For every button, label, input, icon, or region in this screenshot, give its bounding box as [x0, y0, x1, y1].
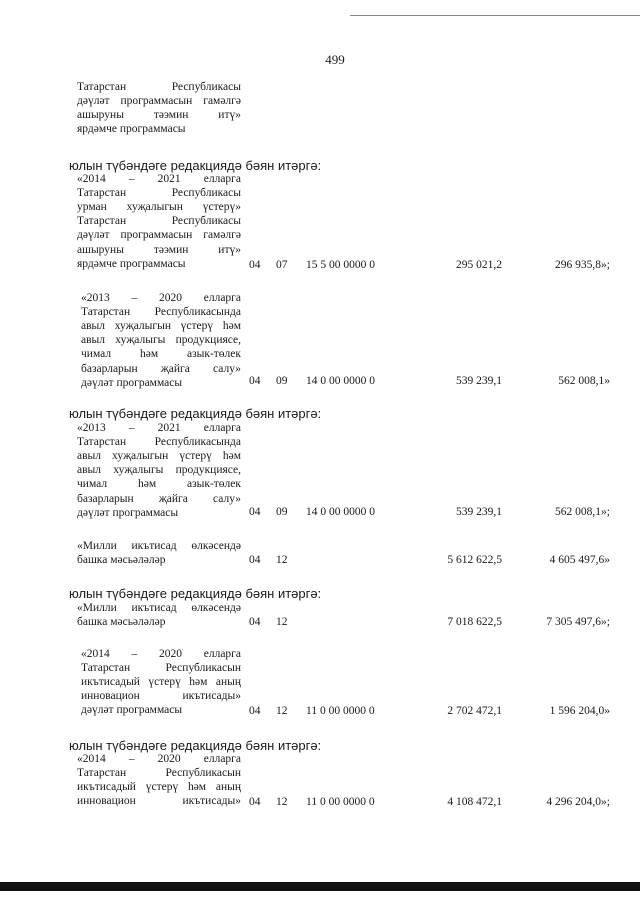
amount-year-2: 562 008,1»: [558, 375, 610, 387]
item-name-line: авыл хуҗалыгын үстерү һәм: [81, 320, 241, 332]
item-name-line: ашыруны тәэмин итү»: [77, 244, 241, 256]
item-name-line: инновацион икътисады»: [81, 690, 241, 702]
item-name-line: Татарстан Республикасы: [77, 81, 241, 93]
item-name-line: авыл хуҗалыгы продукциясе,: [77, 464, 241, 476]
item-name-line: «2013 – 2020 елларга: [81, 292, 241, 304]
subsection-code: 07: [276, 259, 288, 271]
item-name-line: ярдәмче программасы: [77, 258, 186, 270]
item-name-line: Татарстан Республикасында: [77, 436, 241, 448]
amount-year-1: 4 108 472,1: [447, 796, 502, 808]
item-name-line: ярдәмче программасы: [77, 123, 186, 135]
amount-year-1: 5 612 622,5: [447, 554, 502, 566]
subsection-code: 12: [276, 616, 288, 628]
amount-year-2: 4 296 204,0»;: [546, 796, 610, 808]
item-name-line: «2014 – 2020 елларга: [77, 753, 241, 765]
item-name-line: дәүләт программасы: [81, 377, 183, 389]
item-name-line: Татарстан Республикасын: [77, 767, 241, 779]
amount-year-1: 539 239,1: [456, 506, 502, 518]
item-name-line: авыл хуҗалыгы продукциясе,: [81, 334, 241, 346]
subsection-code: 12: [276, 705, 288, 717]
item-name-line: урман хуҗалыгын үстерү»: [77, 201, 241, 213]
item-name-line: базарларын җайга салу»: [81, 363, 241, 375]
item-name-line: Татарстан Республикасын: [81, 662, 241, 674]
amount-year-1: 295 021,2: [456, 259, 502, 271]
section-code: 04: [249, 554, 261, 566]
section-code: 04: [249, 506, 261, 518]
item-name-line: икътисадый үстерү һәм аның: [77, 781, 241, 793]
item-name-line: башка мәсьәләләр: [77, 616, 166, 628]
item-name-line: инновацион икътисады»: [77, 795, 241, 807]
amount-year-1: 7 018 622,5: [447, 616, 502, 628]
amount-year-1: 2 702 472,1: [447, 705, 502, 717]
amount-year-1: 539 239,1: [456, 375, 502, 387]
section-code: 04: [249, 796, 261, 808]
page-number: 499: [325, 52, 345, 67]
target-article-code: 14 0 00 0000 0: [306, 506, 375, 518]
intro-text: юлын түбәндәге редакциядә бәян итәргә:: [69, 158, 322, 173]
item-name-line: Татарстан Республикасы: [77, 215, 241, 227]
section-code: 04: [249, 616, 261, 628]
target-article-code: 14 0 00 0000 0: [306, 375, 375, 387]
item-name-line: «2014 – 2020 елларга: [81, 648, 241, 660]
subsection-code: 09: [276, 506, 288, 518]
item-name-line: дәүләт программасын гамәлгә: [77, 95, 241, 107]
item-name-line: дәүләт программасы: [77, 507, 179, 519]
item-name-line: авыл хуҗалыгын үстерү һәм: [77, 450, 241, 462]
subsection-code: 12: [276, 796, 288, 808]
item-name-line: «2013 – 2021 елларга: [77, 422, 241, 434]
subsection-code: 12: [276, 554, 288, 566]
item-name-line: ашыруны тәэмин итү»: [77, 109, 241, 121]
item-name-line: башка мәсьәләләр: [77, 554, 166, 566]
item-name-line: икътисадый үстерү һәм аның: [81, 676, 241, 688]
amount-year-2: 4 605 497,6»: [549, 554, 610, 566]
intro-text: юлын түбәндәге редакциядә бәян итәргә:: [69, 738, 322, 753]
bottom-edge-bar: [0, 882, 640, 891]
section-code: 04: [249, 259, 261, 271]
amount-year-2: 1 596 204,0»: [549, 705, 610, 717]
item-name-line: чимал һәм азык-төлек: [77, 478, 241, 490]
intro-text: юлын түбәндәге редакциядә бәян итәргә:: [69, 586, 322, 601]
target-article-code: 11 0 00 0000 0: [306, 705, 375, 717]
top-rule: [350, 15, 640, 16]
subsection-code: 09: [276, 375, 288, 387]
section-code: 04: [249, 705, 261, 717]
item-name-line: «Милли икътисад өлкәсендә: [77, 602, 241, 614]
item-name-line: Татарстан Республикасы: [77, 187, 241, 199]
item-name-line: «Милли икътисад өлкәсендә: [77, 540, 241, 552]
item-name-line: дәүләт программасын гамәлгә: [77, 229, 241, 241]
target-article-code: 11 0 00 0000 0: [306, 796, 375, 808]
item-name-line: «2014 – 2021 елларга: [77, 173, 241, 185]
amount-year-2: 562 008,1»;: [555, 506, 610, 518]
target-article-code: 15 5 00 0000 0: [306, 259, 375, 271]
amount-year-2: 296 935,8»;: [555, 259, 610, 271]
intro-text: юлын түбәндәге редакциядә бәян итәргә:: [69, 406, 322, 421]
item-name-line: дәүләт программасы: [81, 704, 183, 716]
amount-year-2: 7 305 497,6»;: [546, 616, 610, 628]
section-code: 04: [249, 375, 261, 387]
item-name-line: Татарстан Республикасында: [81, 306, 241, 318]
item-name-line: базарларын җайга салу»: [77, 493, 241, 505]
item-name-line: чимал һәм азык-төлек: [81, 348, 241, 360]
